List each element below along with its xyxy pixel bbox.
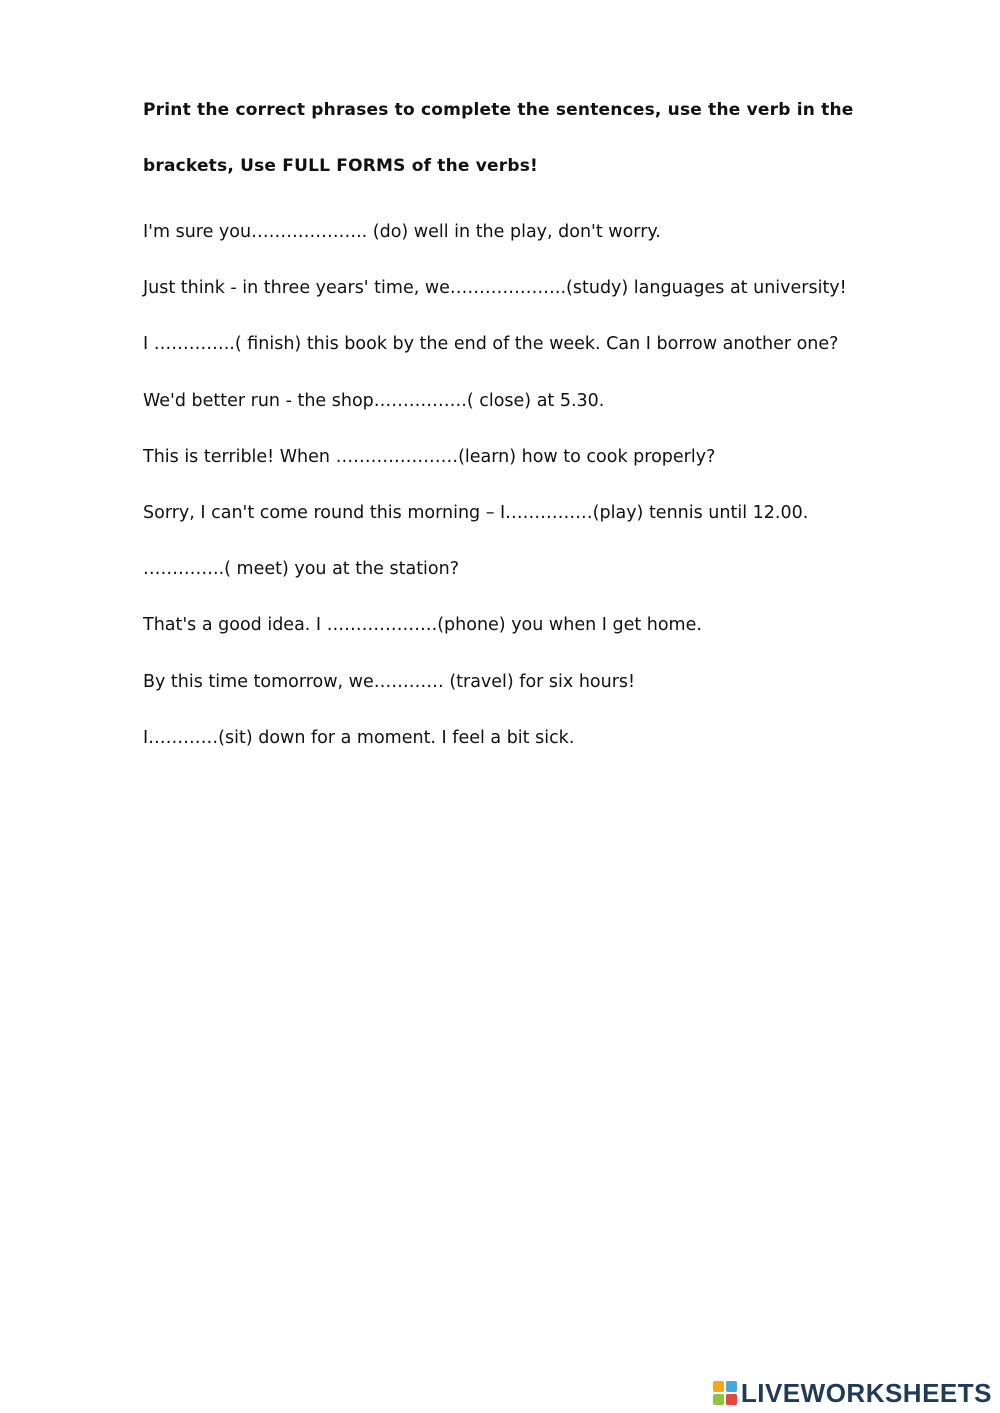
logo-square-2 (726, 1381, 737, 1392)
sentence-10: I…………(sit) down for a moment. I feel a bit sick. (143, 727, 575, 748)
instruction-line-1: Print the correct phrases to complete the sentences, use the verb in the (143, 100, 854, 120)
worksheet (143, 92, 903, 766)
sentence-2: Just think - in three years' time, we………………..(study) languages at university! (143, 278, 847, 299)
sentence-7: …………..( meet) you at the station? (143, 559, 460, 580)
logo-square-4 (726, 1394, 737, 1405)
sentence-8: That's a good idea. I ……………….(phone) you when I get home. (143, 615, 702, 636)
sentence-6: Sorry, I can't come round this morning – I……………(play) tennis until 12.00. (143, 503, 809, 524)
sentence-list (143, 204, 903, 766)
brand-name: LIVEWORKSHEETS (740, 1377, 992, 1408)
logo-square-1 (713, 1381, 724, 1392)
liveworksheets-brand (713, 1378, 992, 1408)
sentence-3: I …………..( finish) this book by the end of the week. Can I borrow another one? (143, 334, 839, 355)
sentence-9: By this time tomorrow, we………… (travel) for six hours! (143, 671, 636, 692)
logo-square-3 (713, 1394, 724, 1405)
sentence-5: This is terrible! When …………………(learn) how to cook properly? (143, 446, 716, 467)
instruction-line-2: brackets, Use FULL FORMS of the verbs! (143, 156, 539, 176)
sentence-1: I'm sure you……………….. (do) well in the play, don't worry. (143, 222, 661, 242)
liveworksheets-logo-icon (713, 1381, 737, 1405)
sentence-4: We'd better run - the shop…………….( close) at 5.30. (143, 390, 605, 411)
